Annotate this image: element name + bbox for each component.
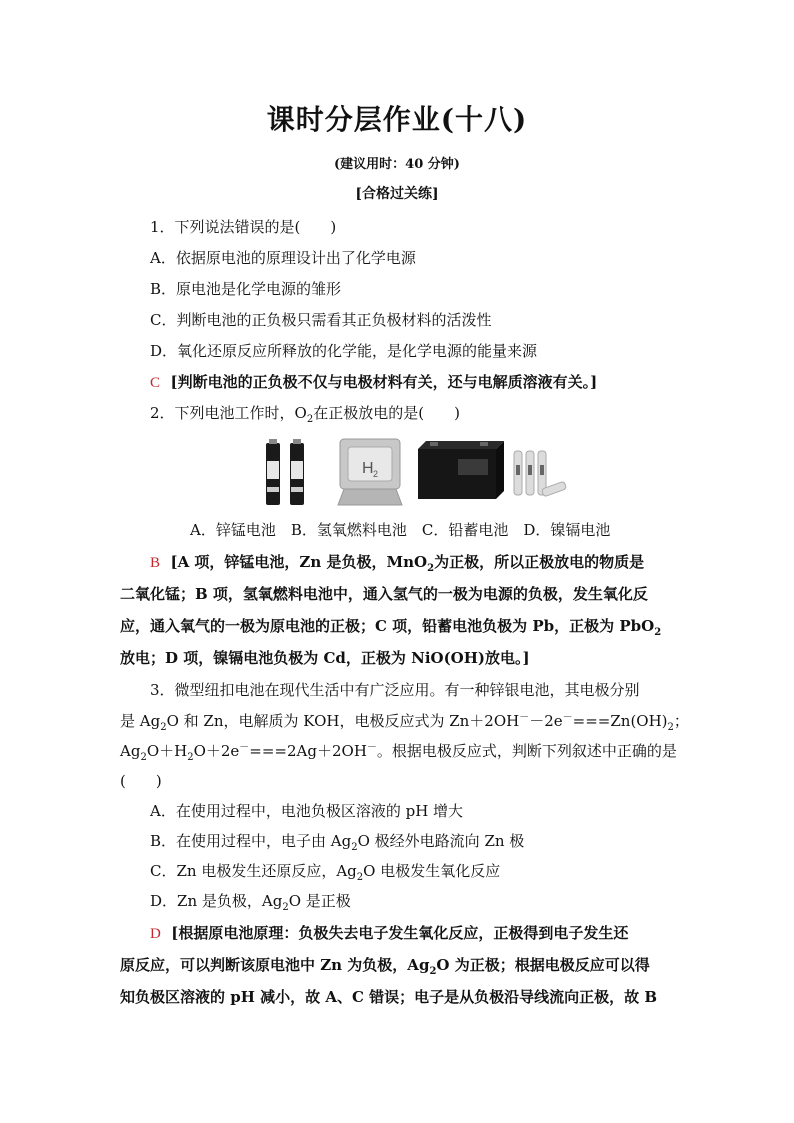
q2-explanation-line2: 二氧化锰；B 项，氢氧燃料电池中，通入氢气的一极为电源的负极，发生氧化反 (120, 585, 648, 603)
q3-answer: D (150, 926, 161, 942)
q3-explanation-line3: 知负极区溶液的 pH 减小，故 A、C 错误；电子是从负极沿导线流向正极，故 B (120, 988, 658, 1006)
nickel-cadmium-battery-image (514, 451, 567, 497)
q1-explanation: [判断电池的正负极不仅与电极材料有关，还与电解质溶液有关。] (170, 373, 598, 391)
q2-explanation-line4: 放电；D 项，镍镉电池负极为 Cd，正极为 NiO(OH)放电。] (120, 649, 530, 667)
q3-stem-line1: 3．微型纽扣电池在现代生活中有广泛应用。有一种锌银电池，其电极分别 (150, 681, 640, 699)
suggested-time: (建议用时：40 分钟) (334, 157, 460, 172)
q3-option-a: A．在使用过程中，电池负极区溶液的 pH 增大 (150, 802, 464, 820)
q1-stem: 1．下列说法错误的是( ) (150, 218, 337, 236)
q2-answer-line1: B [A 项，锌锰电池，Zn 是负极，MnO$_2$为正极，所以正极放电的物质是 (150, 553, 645, 574)
q3-answer-line1: D [根据原电池原理：负极失去电子发生氧化反应，正极得到电子发生还 (150, 924, 629, 942)
section-heading: [合格过关练] (355, 186, 439, 202)
q1-option-c: C．判断电池的正负极只需看其正负极材料的活泼性 (150, 311, 492, 329)
q1-option-a: A．依据原电池的原理设计出了化学电源 (150, 249, 416, 267)
q2-explanation-line3: 应，通入氧气的一极为原电池的正极；C 项，铅蓄电池负极为 Pb，正极为 PbO$_2$ (120, 617, 662, 638)
q3-stem-line4: ( ) (120, 772, 162, 790)
battery-images (258, 437, 568, 507)
page-title: 课时分层作业(十八) (266, 103, 528, 136)
svg-text:H: H (362, 460, 374, 477)
q2-stem: 2．下列电池工作时，$O_2$在正极放电的是( ) (150, 404, 460, 425)
q1-answer-explanation (150, 372, 597, 393)
q3-explanation-line2: 原反应，可以判断该原电池中 Zn 为负极，$Ag_2O$ 为正极；根据电极反应可以得 (120, 956, 650, 977)
q3-option-c: C．Zn 电极发生还原反应，$Ag_2O$ 电极发生氧化反应 (150, 862, 501, 883)
svg-text:2: 2 (373, 469, 379, 479)
q3-option-d: D．Zn 是负极，$Ag_2O$ 是正极 (150, 892, 351, 913)
q3-stem-line2: 是 $Ag_2O$ 和 Zn，电解质为 KOH，电极反应式为 $Zn+2OH^--2e^-===Zn(OH)_2$； (120, 712, 689, 733)
q3-stem-line3: $Ag_2O+H_2O+2e^-===2Ag+2OH^-$。根据电极反应式，判断下列叙述中正确的是 (120, 742, 677, 763)
q2-options: A．锌锰电池 B．氢氧燃料电池 C．铅蓄电池 D．镍镉电池 (190, 521, 611, 539)
q1-answer: C (150, 375, 161, 391)
q2-answer: B (150, 555, 161, 571)
zinc-manganese-battery-image (266, 439, 304, 505)
hydrogen-oxygen-fuel-cell-image (338, 439, 402, 505)
q1-option-d: D．氧化还原反应所释放的化学能，是化学电源的能量来源 (150, 342, 538, 360)
q1-option-b: B．原电池是化学电源的雏形 (150, 280, 342, 298)
q3-option-b: B．在使用过程中，电子由 $Ag_2O$ 极经外电路流向 Zn 极 (150, 832, 525, 853)
lead-acid-battery-image (418, 441, 504, 499)
